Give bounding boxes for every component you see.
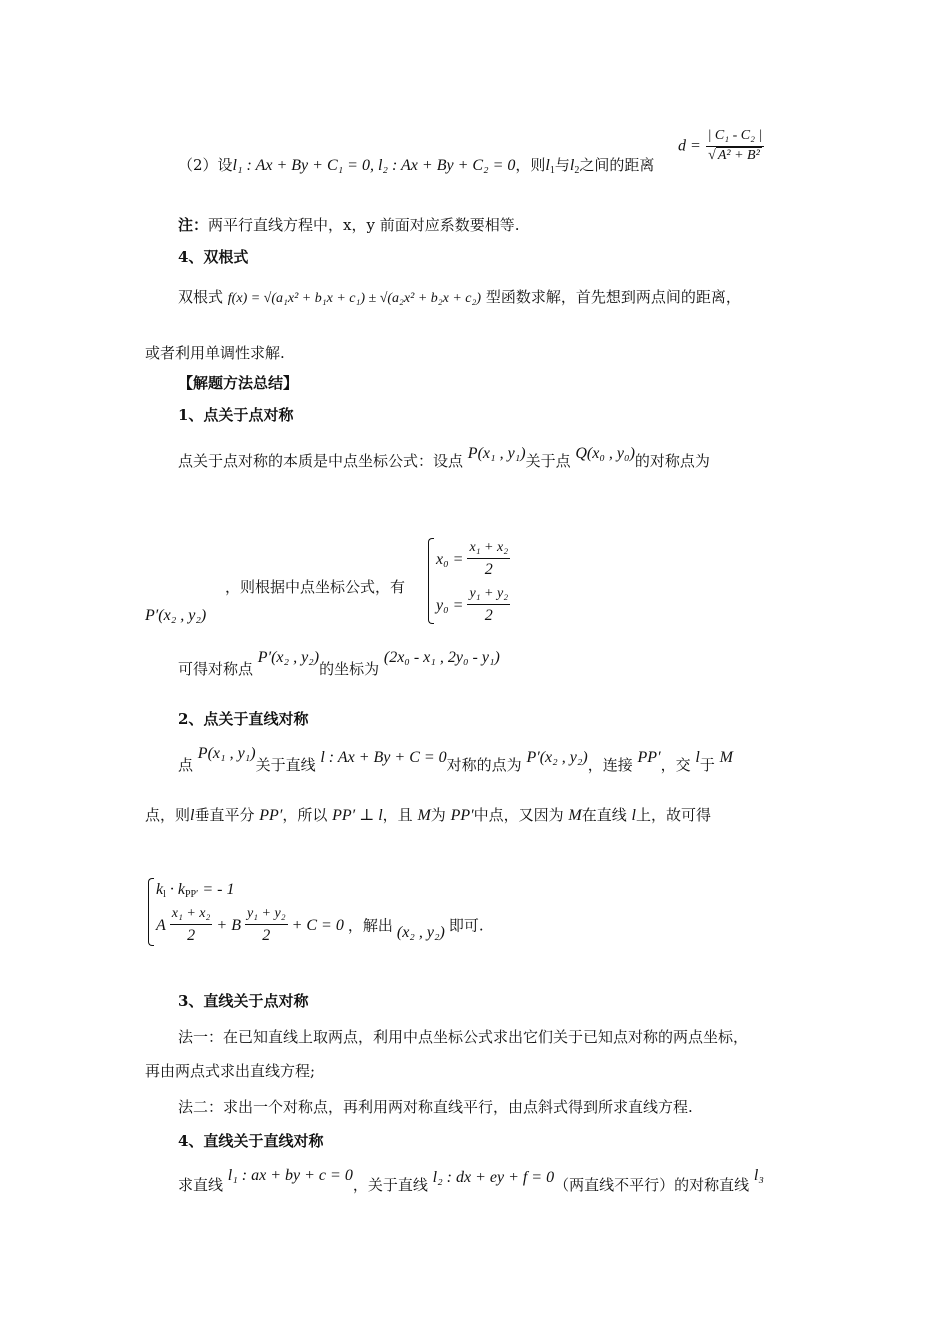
B: + B <box>216 916 241 934</box>
sub: l <box>163 889 166 900</box>
rhs: + C = 0 <box>291 916 344 934</box>
text: 于 <box>699 756 715 774</box>
method-summary-heading: 【解题方法总结】 <box>178 374 299 392</box>
perpendicular-relation: PP′ ⊥ l <box>332 807 383 824</box>
point-Q: Q(x₀ , y₀) <box>575 445 635 462</box>
note-label: 注： <box>178 216 209 234</box>
line-l2: l₂ : dx + ey + f = 0 <box>432 1169 555 1186</box>
heading-point-about-line: 2、点关于直线对称 <box>178 710 309 728</box>
text: 点关于点对称的本质是中点坐标公式：设点 <box>178 452 464 470</box>
text: ，且 <box>382 806 413 824</box>
text: 垂直平分 <box>194 806 255 824</box>
numerator: y₁ + y₂ <box>245 906 288 925</box>
text: （两直线不平行）的对称直线 <box>554 1176 750 1194</box>
double-root-formula: f(x) = √(a₁x² + b₁x + c₁) ± √(a₂x² + b₂x + c₂) <box>227 291 482 306</box>
numerator: x₁ + x₂ <box>170 906 213 925</box>
text: 之间的距离 <box>579 156 655 174</box>
point-P-prime: P′(x₂ , y₂) <box>145 607 207 624</box>
double-root-line <box>178 288 741 308</box>
text: ，则根据中点坐标公式，有 <box>225 578 406 596</box>
text: ，关于直线 <box>352 1176 428 1194</box>
line-l1: l₁ : ax + by + c = 0 <box>227 1167 353 1184</box>
segment-PP: PP′ <box>637 749 661 766</box>
fraction <box>467 540 510 579</box>
A: A <box>156 916 166 934</box>
system-brace <box>428 538 434 624</box>
distance-fraction <box>706 128 765 165</box>
point-P-prime: P′(x₂ , y₂) <box>257 649 320 666</box>
text: 在直线 <box>581 806 627 824</box>
parallel-lines-equation: l₁ : Ax + By + C₁ = 0, l₂ : Ax + By + C₂ = 0 <box>232 157 516 174</box>
d-symbol: d = <box>678 137 701 155</box>
k: · k <box>169 881 185 898</box>
text: ，则 <box>515 156 546 174</box>
point-M: M <box>719 749 733 766</box>
text: 的坐标为 <box>319 660 380 678</box>
slope-condition <box>156 880 234 901</box>
symmetric-point-result <box>178 649 500 679</box>
note-text: 两平行直线方程中，x，y 前面对应系数要相等. <box>208 216 520 234</box>
sub: PP′ <box>185 889 199 900</box>
heading-point-about-point: 1、点关于点对称 <box>178 406 294 424</box>
text: 求直线 <box>178 1176 224 1194</box>
denominator: 2 <box>484 606 493 624</box>
lhs: x₀ = <box>436 550 464 568</box>
midpoint-eq-y <box>436 586 510 625</box>
text: ，解出 <box>347 916 393 935</box>
result-coordinate: (2x₀ - x₁ , 2y₀ - y₁) <box>383 649 500 666</box>
rhs: = - 1 <box>202 881 235 898</box>
radicand: A² + B² <box>717 147 760 163</box>
point-M: M <box>417 807 431 824</box>
method-2: 法二：求出一个对称点，再利用两对称直线平行，由点斜式得到所求直线方程. <box>178 1098 693 1116</box>
fraction <box>467 586 510 625</box>
text: 与 <box>554 156 570 174</box>
segment-PP: PP′ <box>259 807 283 824</box>
denominator: √ A² + B² <box>708 147 760 163</box>
denominator: 2 <box>262 926 271 944</box>
text: ，交 <box>660 756 691 774</box>
point-P: P(x₁ , y₁) <box>197 745 256 762</box>
l2-symbol: $l_2$ <box>569 157 580 176</box>
method-1-line-1: 法一：在已知直线上取两点，利用中点坐标公式求出它们关于已知点对称的两点坐标， <box>178 1028 749 1046</box>
text: 可得对称点 <box>178 660 254 678</box>
point-P: P(x₁ , y₁) <box>467 445 526 462</box>
k: k <box>156 881 164 898</box>
distance-formula-line <box>178 156 654 177</box>
text: 上，故可得 <box>636 806 712 824</box>
text: 为 <box>430 806 446 824</box>
lhs: y₀ = <box>436 596 464 614</box>
point-line-symmetry-2 <box>145 806 711 825</box>
heading-line-about-line: 4、直线关于直线对称 <box>178 1132 324 1150</box>
system-brace-2 <box>148 878 154 946</box>
double-root-line-2: 或者利用单调性求解. <box>145 344 285 362</box>
fraction <box>245 906 288 945</box>
solve-coordinate: (x₂ , y₂) <box>396 924 445 942</box>
text: 即可. <box>448 916 484 935</box>
text: 关于直线 <box>255 756 316 774</box>
l1-symbol: $l_1$ <box>545 157 555 176</box>
text: 关于点 <box>525 452 571 470</box>
point-M: M <box>568 807 582 824</box>
numerator: | C₁ - C₂ | <box>706 128 765 147</box>
text: 双根式 <box>178 288 224 306</box>
line-symbol: l <box>631 807 636 824</box>
method-1-line-2: 再由两点式求出直线方程; <box>145 1062 316 1080</box>
heading-line-about-point: 3、直线关于点对称 <box>178 992 309 1010</box>
text: 的对称点为 <box>634 452 710 470</box>
distance-formula <box>678 128 764 165</box>
line-line-symmetry <box>178 1167 764 1195</box>
midpoint-on-line-condition <box>156 906 484 945</box>
note <box>178 216 520 234</box>
line-symbol: l <box>695 749 700 766</box>
text: ，连接 <box>587 756 633 774</box>
line-l3: l₃ <box>753 1167 764 1184</box>
line-l: l : Ax + By + C = 0 <box>320 749 447 766</box>
midpoint-eq-x <box>436 540 510 579</box>
denominator: 2 <box>187 926 196 944</box>
segment-PP: PP′ <box>450 807 474 824</box>
text: 点，则 <box>145 806 191 824</box>
text: 对称的点为 <box>446 756 522 774</box>
item-label: （2）设 <box>178 156 233 174</box>
point-symmetry-line <box>178 445 710 471</box>
line-symbol: l <box>190 807 195 824</box>
text: ，所以 <box>282 806 328 824</box>
heading-double-root: 4、双根式 <box>178 248 249 266</box>
point-line-symmetry-1 <box>178 745 733 775</box>
denominator: 2 <box>484 560 493 578</box>
numerator: y₁ + y₂ <box>467 586 510 605</box>
point-P-prime: P′(x₂ , y₂) <box>526 749 588 766</box>
numerator: x₁ + x₂ <box>467 540 510 559</box>
text: 点 <box>178 756 194 774</box>
text: 中点，又因为 <box>473 806 564 824</box>
fraction <box>170 906 213 945</box>
text: 型函数求解，首先想到两点间的距离， <box>485 288 741 306</box>
